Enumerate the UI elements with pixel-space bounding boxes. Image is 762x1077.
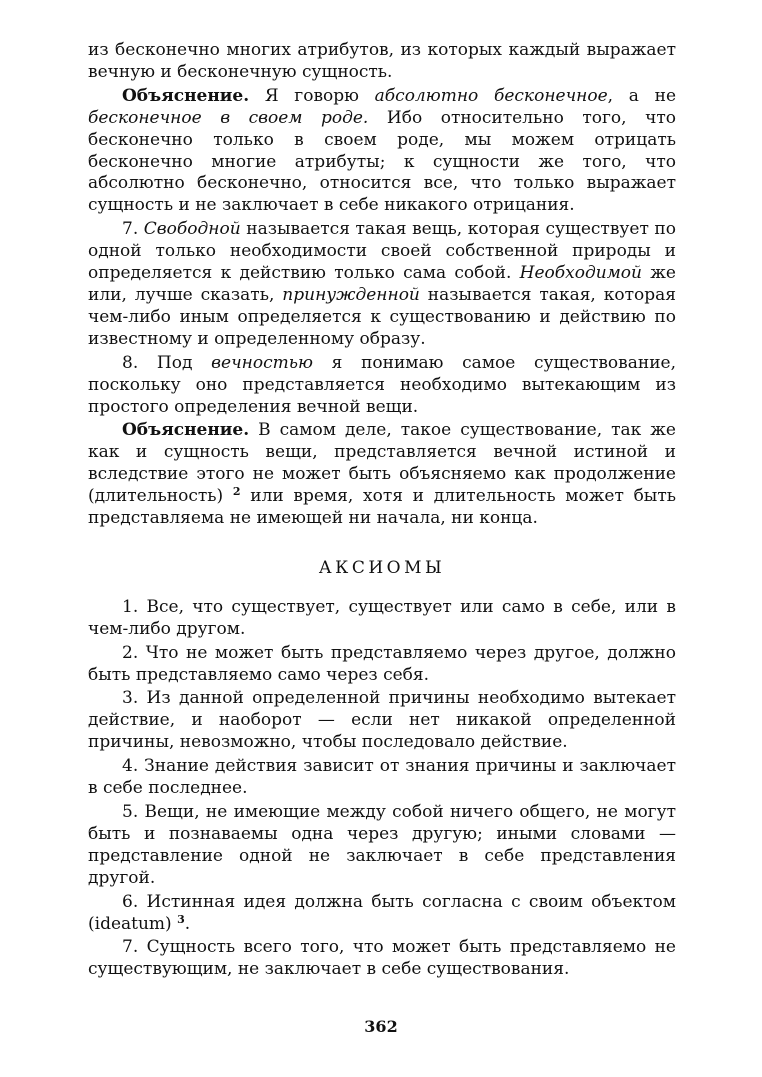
text-run: же или, лучше сказать, bbox=[88, 263, 676, 305]
footnote-ref-3[interactable]: 3 bbox=[177, 912, 185, 926]
explanation-eternity bbox=[88, 420, 676, 530]
definition-8 bbox=[88, 353, 676, 419]
text-run: , а не bbox=[607, 85, 677, 106]
text-run: я понимаю самое существование, поскольку оно представляется необходимо вытекающим из простого определения вечной вещи. bbox=[88, 352, 676, 417]
text-run: Я говорю bbox=[249, 85, 375, 106]
text-run: Ибо относительно того, что бесконечно только в своем роде, мы можем отрицать бесконечно многие атрибуты; к сущности же того, что абсолютно бесконечно, относится все, что только выражает сущность и не заключает в себе никакого отрицания. bbox=[88, 107, 676, 216]
emphasis-infinite-in-kind: бесконечное в своем роде. bbox=[88, 107, 369, 128]
page-number: 362 bbox=[364, 1017, 398, 1036]
text-run: 7. bbox=[122, 219, 144, 240]
explanation-absolute-infinite bbox=[88, 86, 676, 217]
text-run: или время, хотя и длительность может быть представляема не имеющей ни начала, ни конца. bbox=[88, 486, 676, 529]
definition-7 bbox=[88, 219, 676, 350]
axiom-1: 1. Все, что существует, существует или само в себе, или в чем-либо другом. bbox=[88, 596, 676, 639]
emphasis-free: Свободной bbox=[143, 219, 241, 240]
text-run: 6. Истинная идея должна быть согласна с своим объектом (ideatum) bbox=[88, 891, 676, 934]
text-run: называется такая, которая чем-либо иным определяется к существованию и действию по известному и определенному образу. bbox=[88, 284, 676, 349]
emphasis-compelled: принужденной bbox=[282, 284, 420, 305]
axiom-3: 3. Из данной определенной причины необходимо вытекает действие, и наоборот — если нет никакой определенной причины, невозможно, чтобы последовало действие. bbox=[88, 688, 676, 753]
axiom-5: 5. Вещи, не имеющие между собой ничего общего, не могут быть и познаваемы одна через другую; иными словами — представление одной не заключает в себе представления другой. bbox=[88, 802, 676, 888]
intro-paragraph: из бесконечно многих атрибутов, из которых каждый выражает вечную и бесконечную сущность. bbox=[88, 40, 676, 82]
page-text bbox=[88, 40, 676, 981]
text-run: 8. Под bbox=[122, 352, 212, 373]
section-heading-axioms: АКСИОМЫ bbox=[318, 557, 446, 578]
footnote-ref-2[interactable]: 2 bbox=[232, 485, 241, 499]
emphasis-eternity: вечностью bbox=[211, 352, 313, 373]
text-run: В самом деле, такое существование, так же как и сущность вещи, представляется вечной истиной и вследствие этого не может быть объясняемо как продолжение (длительность) bbox=[88, 420, 676, 507]
text-run: называется такая вещь, которая существует по одной только необходимости своей собственной природы и определяется к действию только сама собой. bbox=[88, 219, 676, 284]
axiom-6 bbox=[88, 892, 676, 936]
text-run: . bbox=[184, 913, 191, 934]
axiom-7: 7. Сущность всего того, что может быть представляемо не существующим, не заключает в себе существования. bbox=[88, 937, 676, 980]
explanation-label: Объяснение. bbox=[122, 85, 250, 106]
axiom-2: 2. Что не может быть представляемо через другое, должно быть представляемо само через себя. bbox=[88, 642, 676, 685]
emphasis-necessary: Необходимой bbox=[519, 263, 642, 284]
emphasis-absolute-infinite: абсолютно бесконечное bbox=[374, 85, 608, 106]
explanation-label: Объяснение. bbox=[122, 420, 250, 441]
axiom-4: 4. Знание действия зависит от знания причины и заключает в себе последнее. bbox=[88, 756, 676, 799]
